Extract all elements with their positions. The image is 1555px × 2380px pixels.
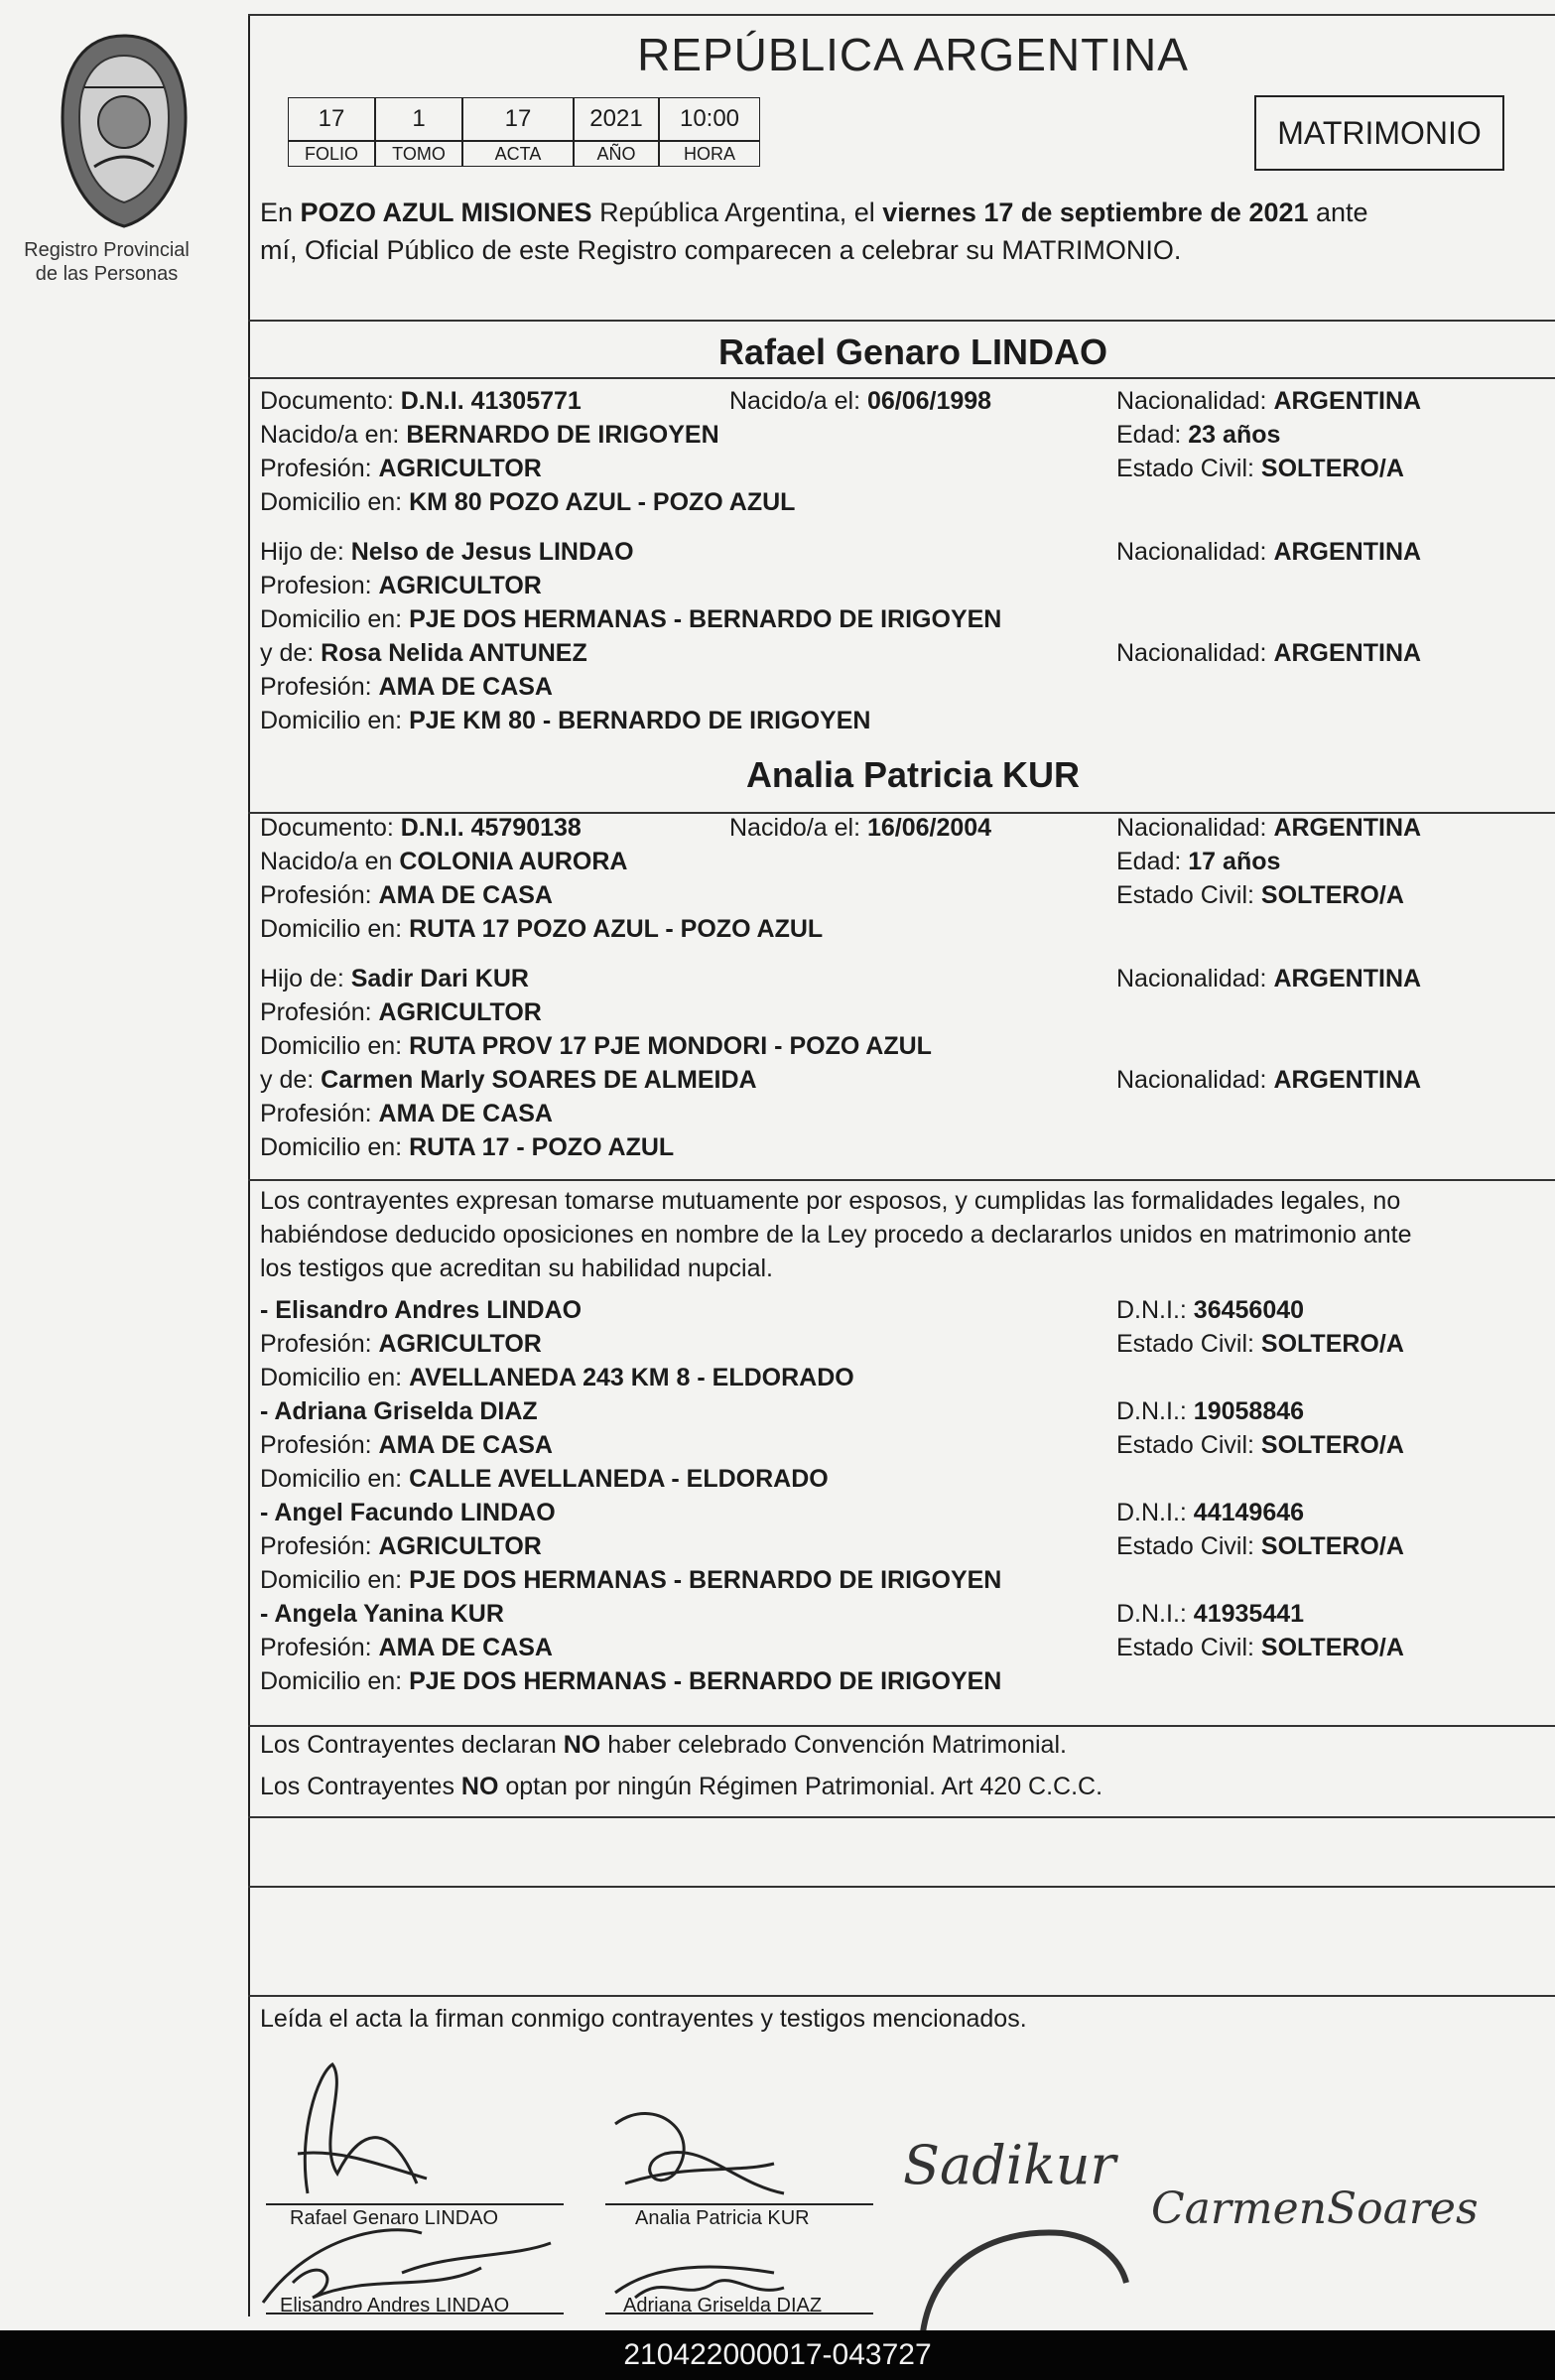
intro-line1: En POZO AZUL MISIONES República Argentina, el viernes 17 de septiembre de 2021 ante (260, 198, 1368, 227)
c1-madre: y de: Rosa Nelida ANTUNEZ (260, 639, 587, 667)
declaracion-line1: Los contrayentes expresan tomarse mutuamente por esposos, y cumplidas las formalidades legales, no (260, 1187, 1401, 1215)
intro-date: viernes 17 de septiembre de 2021 (882, 198, 1309, 227)
divider (248, 1725, 1555, 1727)
signature-line (605, 2203, 873, 2205)
seal-caption-line2: de las Personas (35, 263, 179, 285)
intro-line2: mí, Oficial Público de este Registro comparecen a celebrar su MATRIMONIO. (260, 235, 1182, 265)
c2-estado-civil: Estado Civil: SOLTERO/A (1116, 881, 1404, 909)
signature-label-rafael: Rafael Genaro LINDAO (290, 2207, 499, 2229)
c2-madre-profesion: Profesión: AMA DE CASA (260, 1100, 553, 1127)
declaracion-line3: los testigos que acreditan su habilidad nupcial. (260, 1255, 774, 1282)
testigo2-estado-civil: Estado Civil: SOLTERO/A (1116, 1431, 1404, 1459)
c1-padre-profesion: Profesion: AGRICULTOR (260, 572, 542, 599)
acta-type-badge: MATRIMONIO (1254, 95, 1504, 171)
c2-padre-domicilio: Domicilio en: RUTA PROV 17 PJE MONDORI - POZO AZUL (260, 1032, 932, 1060)
divider (248, 320, 1555, 322)
testigo1-domicilio: Domicilio en: AVELLANEDA 243 KM 8 - ELDORADO (260, 1364, 854, 1391)
folio-value: 17 (288, 97, 375, 141)
registry-stamp-icon (913, 2223, 1131, 2332)
c2-domicilio: Domicilio en: RUTA 17 POZO AZUL - POZO AZUL (260, 915, 824, 943)
divider (248, 1179, 1555, 1181)
testigo3-dni: D.N.I.: 44149646 (1116, 1499, 1305, 1526)
testigo1-profesion: Profesión: AGRICULTOR (260, 1330, 542, 1358)
divider (248, 1816, 1555, 1818)
testigo2-dni: D.N.I.: 19058846 (1116, 1397, 1305, 1425)
provincial-seal-icon (55, 28, 194, 231)
divider (248, 1995, 1555, 1997)
testigo3-domicilio: Domicilio en: PJE DOS HERMANAS - BERNARDO DE IRIGOYEN (260, 1566, 1002, 1594)
c2-nacido-en: Nacido/a en COLONIA AURORA (260, 848, 628, 875)
testigo3-name: - Angel Facundo LINDAO (260, 1499, 556, 1526)
testigo4-name: - Angela Yanina KUR (260, 1600, 504, 1628)
c2-edad: Edad: 17 años (1116, 848, 1281, 875)
intro-place: POZO AZUL MISIONES (300, 198, 592, 227)
testigo4-estado-civil: Estado Civil: SOLTERO/A (1116, 1634, 1404, 1661)
hora-label: HORA (659, 141, 760, 167)
c1-madre-nacionalidad: Nacionalidad: ARGENTINA (1116, 639, 1422, 667)
c1-padre-nacionalidad: Nacionalidad: ARGENTINA (1116, 538, 1422, 566)
c2-nacionalidad: Nacionalidad: ARGENTINA (1116, 814, 1422, 842)
divider (248, 377, 1555, 379)
closing-text: Leída el acta la firman conmigo contrayentes y testigos mencionados. (260, 2005, 1027, 2033)
testigo1-name: - Elisandro Andres LINDAO (260, 1296, 583, 1324)
testigo2-profesion: Profesión: AMA DE CASA (260, 1431, 553, 1459)
folio-label: FOLIO (288, 141, 375, 167)
signature-analia-icon (595, 2094, 794, 2203)
c1-estado-civil: Estado Civil: SOLTERO/A (1116, 455, 1404, 482)
c1-domicilio: Domicilio en: KM 80 POZO AZUL - POZO AZUL (260, 488, 796, 516)
c2-madre-domicilio: Domicilio en: RUTA 17 - POZO AZUL (260, 1133, 675, 1161)
hora-value: 10:00 (659, 97, 760, 141)
c1-madre-domicilio: Domicilio en: PJE KM 80 - BERNARDO DE IRIGOYEN (260, 707, 871, 734)
c1-documento: Documento: D.N.I. 41305771 (260, 387, 582, 415)
acta-label: ACTA (462, 141, 574, 167)
testigo3-estado-civil: Estado Civil: SOLTERO/A (1116, 1532, 1404, 1560)
anio-value: 2021 (574, 97, 659, 141)
c2-documento: Documento: D.N.I. 45790138 (260, 814, 582, 842)
c2-profesion: Profesión: AMA DE CASA (260, 881, 553, 909)
c2-nacido-el: Nacido/a el: 16/06/2004 (729, 814, 992, 842)
testigo4-profesion: Profesión: AMA DE CASA (260, 1634, 553, 1661)
contrayente1-name: Rafael Genaro LINDAO (717, 331, 1108, 372)
signature-carmen-text: CarmenSoares (1151, 2183, 1479, 2234)
document-code: 210422000017-043727 (0, 2330, 1555, 2380)
acta-value: 17 (462, 97, 574, 141)
c1-nacido-el: Nacido/a el: 06/06/1998 (729, 387, 992, 415)
signature-label-elisandro: Elisandro Andres LINDAO (280, 2295, 510, 2316)
tomo-value: 1 (375, 97, 462, 141)
seal-caption-line1: Registro Provincial (24, 239, 190, 261)
signature-label-analia: Analia Patricia KUR (635, 2207, 810, 2229)
signature-sadir-text: Sadikur (903, 2134, 1116, 2196)
c2-madre-nacionalidad: Nacionalidad: ARGENTINA (1116, 1066, 1422, 1094)
c1-padre: Hijo de: Nelso de Jesus LINDAO (260, 538, 634, 566)
testigo1-dni: D.N.I.: 36456040 (1116, 1296, 1305, 1324)
contrayente2-name: Analia Patricia KUR (745, 754, 1081, 795)
c2-padre: Hijo de: Sadir Dari KUR (260, 965, 529, 992)
declaracion-line2: habiéndose deducido oposiciones en nombre de la Ley procedo a declararlos unidos en matrimonio ante (260, 1221, 1412, 1249)
c2-padre-nacionalidad: Nacionalidad: ARGENTINA (1116, 965, 1422, 992)
anio-label: AÑO (574, 141, 659, 167)
c1-padre-domicilio: Domicilio en: PJE DOS HERMANAS - BERNARDO DE IRIGOYEN (260, 605, 1002, 633)
c1-profesion: Profesión: AGRICULTOR (260, 455, 542, 482)
testigo2-domicilio: Domicilio en: CALLE AVELLANEDA - ELDORADO (260, 1465, 829, 1493)
c1-madre-profesion: Profesión: AMA DE CASA (260, 673, 553, 701)
testigo3-profesion: Profesión: AGRICULTOR (260, 1532, 542, 1560)
c2-padre-profesion: Profesión: AGRICULTOR (260, 998, 542, 1026)
testigo1-estado-civil: Estado Civil: SOLTERO/A (1116, 1330, 1404, 1358)
divider (248, 14, 1555, 16)
signature-rafael-icon (278, 2054, 437, 2203)
c1-nacido-en: Nacido/a en: BERNARDO DE IRIGOYEN (260, 421, 719, 449)
signature-label-adriana: Adriana Griselda DIAZ (623, 2295, 823, 2316)
c1-edad: Edad: 23 años (1116, 421, 1281, 449)
divider (248, 1886, 1555, 1888)
testigo4-dni: D.N.I.: 41935441 (1116, 1600, 1305, 1628)
testigo4-domicilio: Domicilio en: PJE DOS HERMANAS - BERNARDO DE IRIGOYEN (260, 1667, 1002, 1695)
seal-caption (10, 238, 203, 286)
signature-carmen-icon (1141, 2164, 1479, 2263)
tomo-label: TOMO (375, 141, 462, 167)
convencion-line: Los Contrayentes declaran NO haber celebrado Convención Matrimonial. (260, 1731, 1067, 1759)
c2-madre: y de: Carmen Marly SOARES DE ALMEIDA (260, 1066, 757, 1094)
regimen-line: Los Contrayentes NO optan por ningún Régimen Patrimonial. Art 420 C.C.C. (260, 1773, 1103, 1800)
signature-line (266, 2203, 564, 2205)
c1-nacionalidad: Nacionalidad: ARGENTINA (1116, 387, 1422, 415)
testigo2-name: - Adriana Griselda DIAZ (260, 1397, 538, 1425)
page-title: REPÚBLICA ARGENTINA (637, 29, 1189, 80)
